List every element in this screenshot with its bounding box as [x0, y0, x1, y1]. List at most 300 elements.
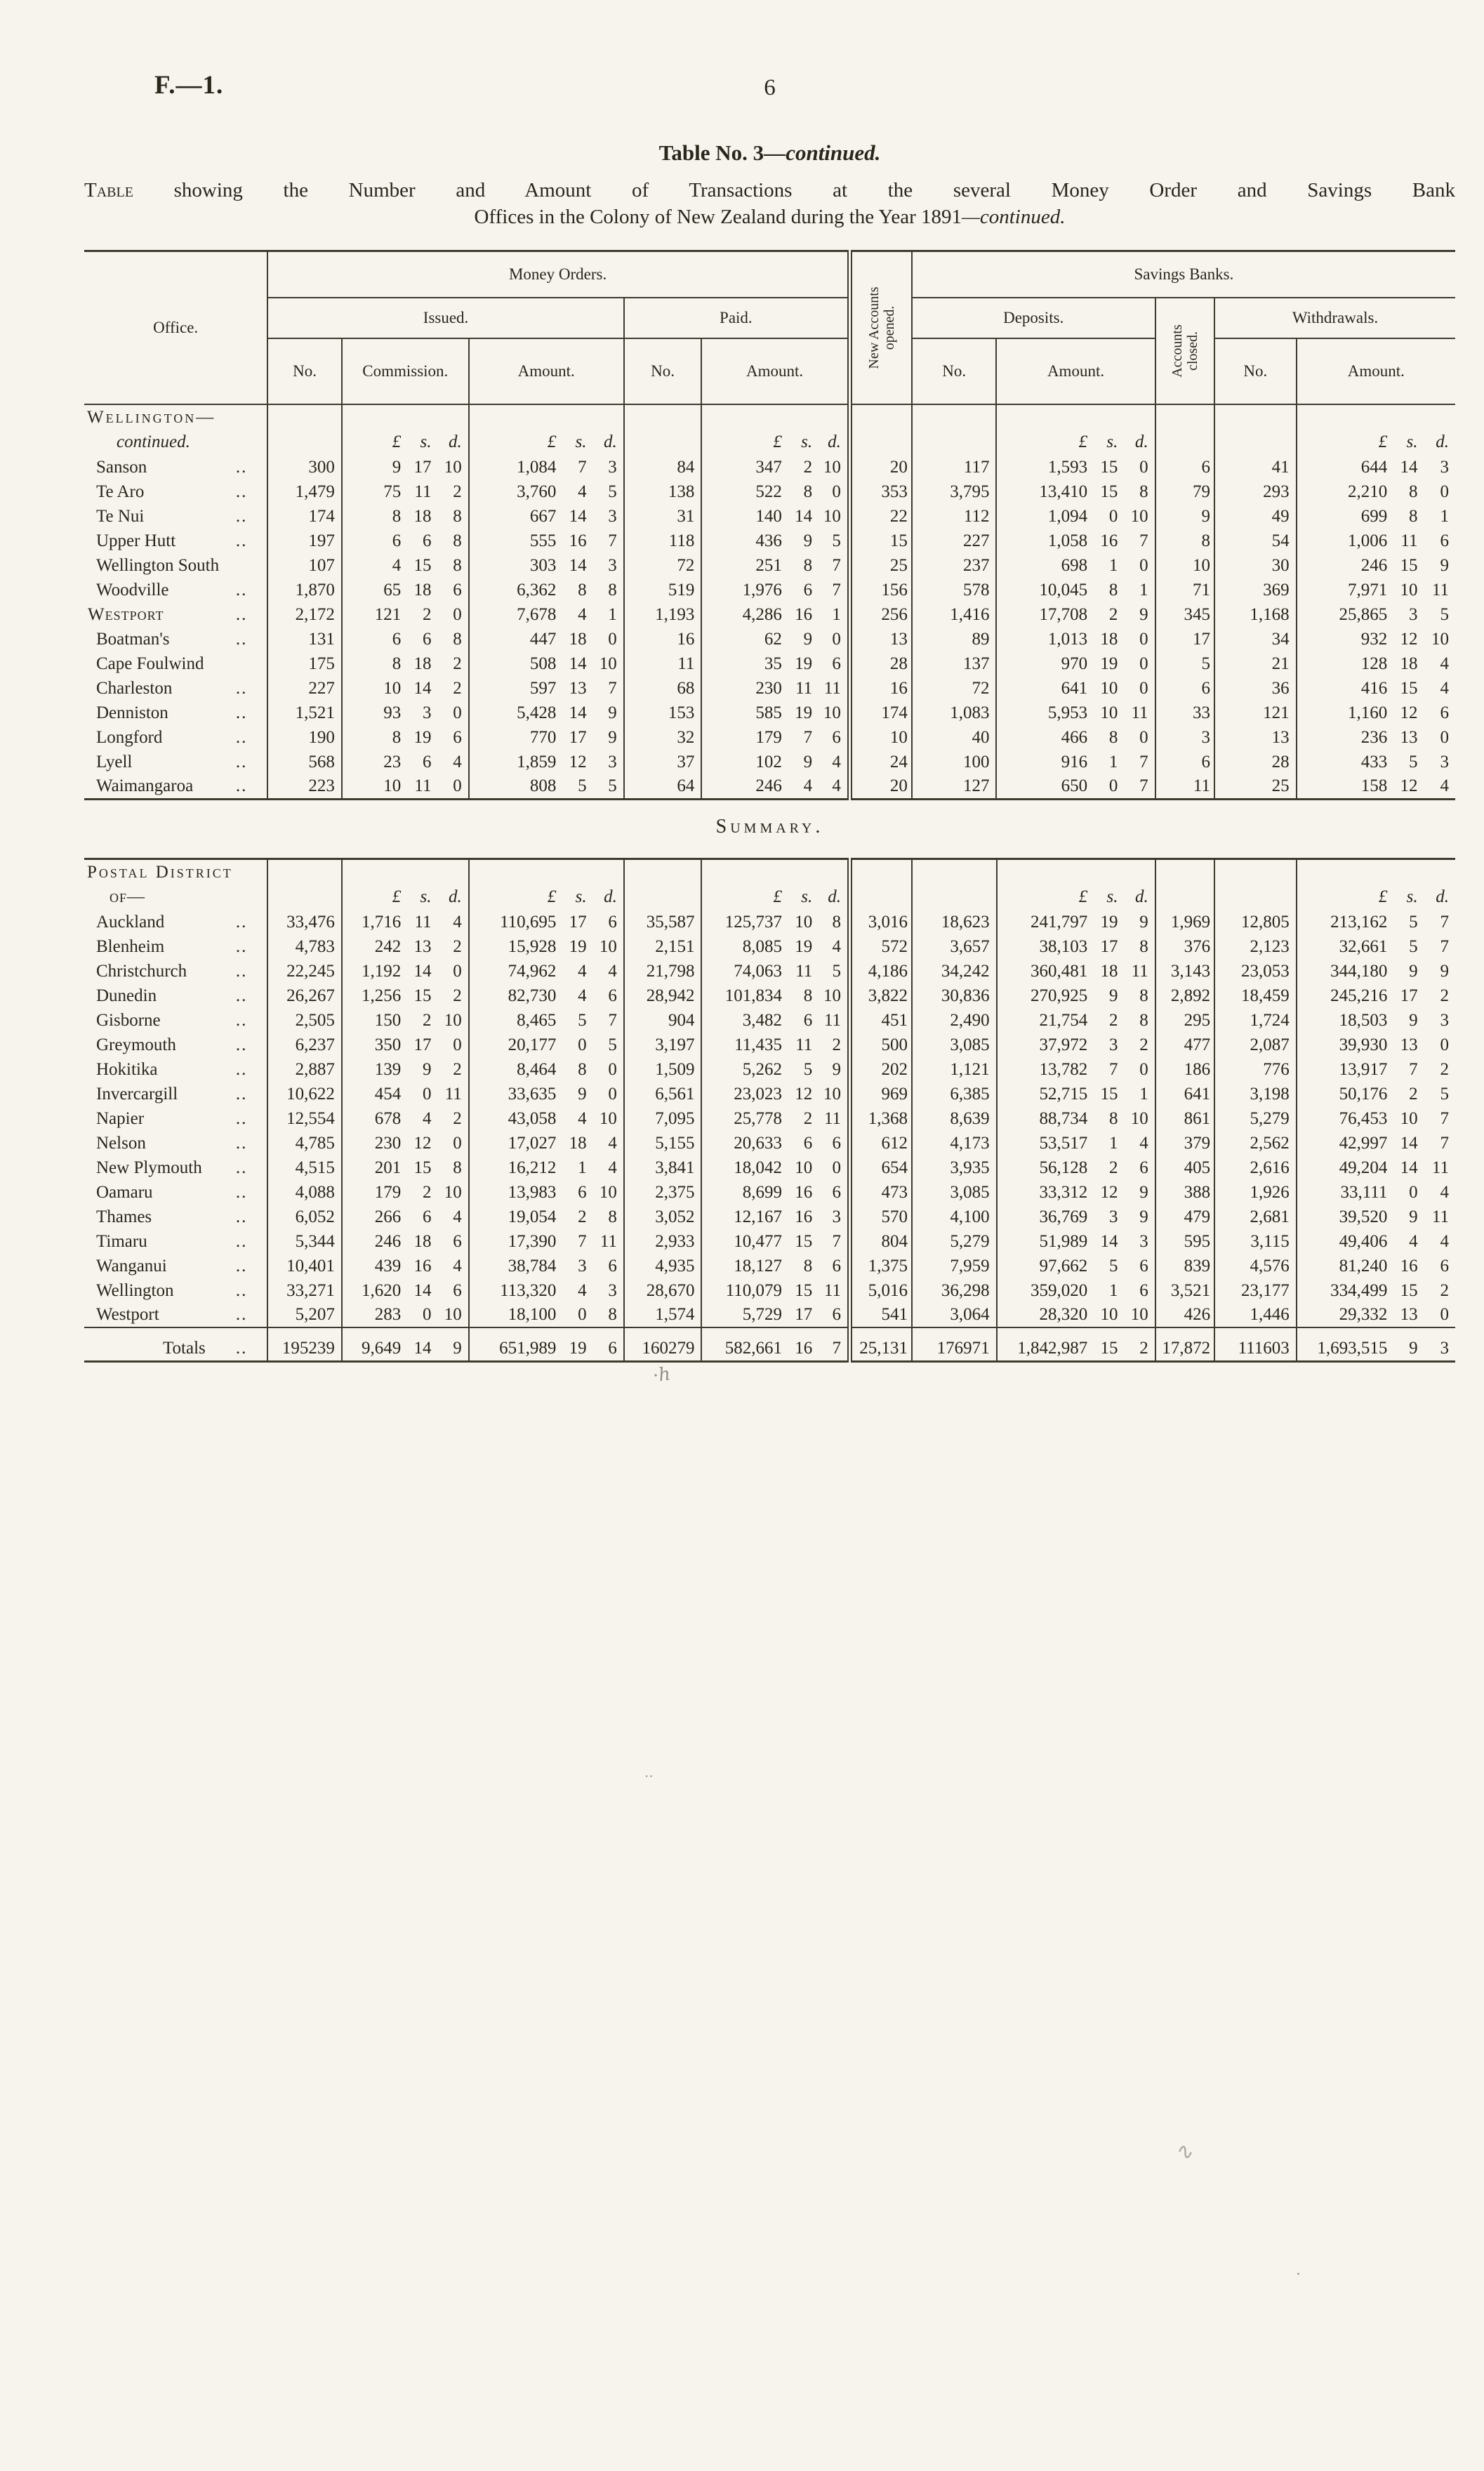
table-cell: 19	[1100, 654, 1118, 673]
table-cell: 241,797	[1030, 912, 1088, 932]
table-cell: 477	[1155, 1033, 1214, 1057]
subtitle-smallcaps-word: Table	[84, 179, 133, 201]
table-cell: 42,997	[1339, 1133, 1388, 1153]
table-cell: 1,375	[850, 1254, 912, 1278]
leader-dots: ..	[235, 776, 248, 795]
table-cell: 466	[1061, 727, 1088, 747]
table-cell: 2	[423, 1182, 432, 1202]
table-cell: 651,989	[469, 1327, 559, 1362]
table-cell: 7	[1440, 1133, 1449, 1153]
table-cell: 804	[850, 1229, 912, 1254]
col-header-new-accounts-opened	[849, 251, 911, 404]
col-header-paid-no: No.	[624, 338, 702, 404]
table-cell: 8	[578, 580, 587, 599]
table-cell: 213,162	[1330, 912, 1388, 932]
table-cell: 300	[267, 455, 342, 479]
table-cell: 376	[1155, 934, 1214, 959]
table-cell: 1,094	[1047, 506, 1088, 526]
table-cell: 158	[1360, 776, 1388, 795]
table-cell: 32,661	[1339, 936, 1388, 956]
table-cell: 6	[803, 1010, 813, 1030]
table-cell: 2	[1440, 1280, 1449, 1300]
table-cell: 10	[383, 678, 402, 698]
table-cell: 6	[1440, 531, 1449, 550]
table-cell: 28	[849, 651, 911, 676]
table-cell: 11	[414, 912, 432, 932]
table-cell: 18,459	[1214, 983, 1297, 1008]
table-title-continued: —continued.	[764, 140, 881, 165]
table-cell: 88,734	[1039, 1108, 1088, 1128]
table-cell: 1,479	[267, 479, 342, 504]
table-cell: 18	[1100, 629, 1118, 649]
table-cell: 7	[817, 1229, 849, 1254]
table-cell: 2,087	[1214, 1033, 1297, 1057]
table-cell: 19	[559, 1327, 591, 1362]
table-cell: 16	[569, 531, 587, 550]
office-name: Te Aro	[96, 482, 145, 501]
leader-dots: ..	[235, 752, 248, 771]
table-cell: 34,242	[912, 959, 997, 983]
table-cell: d.	[592, 859, 624, 910]
table-cell: 5	[817, 959, 849, 983]
table-cell: 1,859	[517, 752, 557, 771]
table-cell: 4,186	[850, 959, 912, 983]
table-cell: 40	[912, 725, 997, 750]
table-cell: 8	[1108, 1108, 1118, 1128]
table-cell: 4	[817, 750, 849, 774]
table-cell: 19	[795, 936, 813, 956]
office-name: Oamaru	[96, 1182, 153, 1202]
table-cell: 1,192	[362, 961, 402, 981]
table-cell: 1,160	[1347, 703, 1388, 722]
office-cell	[84, 701, 267, 725]
table-cell: 13	[1400, 1035, 1418, 1054]
table-cell: 110,695	[500, 912, 557, 932]
leader-dots: ..	[235, 912, 248, 932]
table-cell: 176971	[912, 1327, 997, 1362]
table-cell: 14	[1100, 1231, 1118, 1251]
table-cell: 1,521	[267, 701, 342, 725]
table-cell: 3	[1440, 1010, 1449, 1030]
table-cell: 12,805	[1214, 910, 1297, 934]
table-cell: 74,962	[508, 961, 557, 981]
table-cell: 37,972	[1039, 1035, 1088, 1054]
transactions-table	[84, 250, 1455, 800]
table-row	[84, 983, 1455, 1008]
table-cell	[912, 859, 997, 910]
table-cell: 1,593	[1047, 457, 1088, 477]
table-cell: 1,168	[1214, 602, 1297, 627]
table-cell: 597	[529, 678, 557, 698]
table-cell: 15,928	[508, 936, 557, 956]
table-cell: 570	[850, 1205, 912, 1229]
table-cell: 572	[850, 934, 912, 959]
office-name: Invercargill	[96, 1084, 178, 1104]
table-cell: 25	[1214, 774, 1297, 800]
table-cell: 2	[437, 983, 469, 1008]
table-cell: 4	[437, 1254, 469, 1278]
table-cell: 3,760	[517, 482, 557, 501]
table-cell: 246	[1360, 555, 1388, 575]
table-cell: 118	[624, 529, 702, 553]
table-cell: 16	[795, 1182, 813, 1202]
table-cell: d.	[817, 404, 849, 455]
table-cell: 23	[383, 752, 402, 771]
table-cell: 3	[592, 455, 624, 479]
leader-dots: ..	[235, 1207, 248, 1226]
table-cell: 861	[1155, 1106, 1214, 1131]
table-cell: 11,435	[734, 1035, 783, 1054]
table-cell: 4	[578, 604, 587, 624]
table-cell: 1,620	[362, 1280, 402, 1300]
table-cell: 36	[1214, 676, 1297, 701]
col-header-paid-amount: Amount.	[701, 338, 849, 404]
table-cell: 10	[437, 1180, 469, 1205]
office-name: Nelson	[96, 1133, 146, 1153]
table-cell: 8	[803, 986, 813, 1005]
office-cell	[84, 1106, 267, 1131]
table-cell: 3,115	[1214, 1229, 1297, 1254]
table-cell: £	[773, 432, 782, 451]
table-cell: 5,016	[850, 1278, 912, 1303]
table-row	[84, 602, 1455, 627]
table-cell: 578	[912, 578, 997, 602]
leader-dots: ..	[235, 727, 248, 747]
table-cell: 6	[803, 580, 813, 599]
table-cell: 1	[1108, 752, 1118, 771]
table-cell: 644	[1360, 457, 1388, 477]
office-cell	[84, 1205, 267, 1229]
table-cell: 13,410	[1039, 482, 1088, 501]
table-cell: 97,662	[1039, 1256, 1088, 1276]
table-cell: 379	[1155, 1131, 1214, 1155]
office-cell	[84, 1303, 267, 1327]
table-cell: 111603	[1214, 1327, 1297, 1362]
table-cell: 11	[1431, 1207, 1449, 1226]
table-row	[84, 676, 1455, 701]
table-cell: 5,729	[742, 1304, 783, 1324]
totals-label-cell	[84, 1327, 267, 1362]
office-name: Denniston	[96, 703, 168, 722]
table-cell: 6	[436, 578, 468, 602]
table-cell: 14	[413, 961, 432, 981]
table-cell: 3,521	[1155, 1278, 1214, 1303]
table-cell: 32	[624, 725, 702, 750]
table-cell: 15	[413, 986, 432, 1005]
table-cell: 295	[1155, 1008, 1214, 1033]
table-row	[84, 1229, 1455, 1254]
table-cell: 0	[817, 479, 849, 504]
table-cell: 26,267	[267, 983, 342, 1008]
table-cell: 84	[624, 455, 702, 479]
table-cell: 227	[912, 529, 997, 553]
table-cell: 0	[436, 774, 468, 800]
table-cell: 6	[422, 629, 432, 649]
table-subtitle-line1	[84, 177, 1455, 204]
table-cell: 19	[1100, 912, 1118, 932]
table-cell: 479	[1155, 1205, 1214, 1229]
table-cell: 345	[1155, 602, 1214, 627]
table-cell: 2	[1440, 1059, 1449, 1079]
table-cell: 33,312	[1039, 1182, 1088, 1202]
ink-speck: ·ℎ	[651, 1363, 672, 1387]
office-cell	[84, 479, 267, 504]
table-cell: 28,942	[624, 983, 702, 1008]
table-cell: 6	[437, 1278, 469, 1303]
table-cell: 25,865	[1339, 604, 1388, 624]
table-cell: 13	[1400, 727, 1418, 747]
table-cell: 3	[1423, 1327, 1455, 1362]
table-cell: 1,368	[850, 1106, 912, 1131]
ink-speck: ∿	[1174, 2138, 1197, 2166]
table-cell: 5	[592, 774, 624, 800]
table-cell: 16	[785, 1327, 817, 1362]
table-cell: 245,216	[1330, 986, 1388, 1005]
table-cell: 7,678	[517, 604, 557, 624]
table-cell: 8,085	[742, 936, 783, 956]
table-cell: 28,670	[624, 1278, 702, 1303]
table-cell: 5,279	[1214, 1106, 1297, 1131]
table-cell: 12	[1400, 629, 1418, 649]
table-cell: 969	[850, 1082, 912, 1106]
table-cell: £	[1078, 887, 1088, 906]
table-cell: 10	[849, 725, 911, 750]
table-cell: 9	[817, 1057, 849, 1082]
table-cell: 18	[413, 1231, 432, 1251]
col-group-money-orders: Money Orders.	[267, 251, 849, 298]
table-cell: 242	[374, 936, 402, 956]
leader-dots: ..	[235, 1084, 248, 1104]
table-cell: 0	[1122, 1057, 1155, 1082]
table-row	[84, 479, 1455, 504]
table-cell: 2	[1108, 1158, 1118, 1177]
table-cell: 0	[817, 627, 849, 651]
table-cell: 1,870	[267, 578, 342, 602]
table-cell: 2	[437, 934, 469, 959]
table-cell	[1155, 859, 1214, 910]
table-cell: 186	[1155, 1057, 1214, 1082]
table-cell: s.	[420, 432, 432, 451]
table-cell: 4	[423, 1108, 432, 1128]
office-name: Greymouth	[96, 1035, 176, 1054]
table-cell: 11	[1431, 580, 1449, 599]
table-cell	[849, 404, 911, 455]
leader-dots: ..	[235, 1231, 248, 1251]
table-cell: 5,155	[624, 1131, 702, 1155]
table-cell: 359,020	[1030, 1280, 1088, 1300]
table-cell: 17,708	[1039, 604, 1088, 624]
office-cell	[84, 651, 267, 676]
table-cell: 38,103	[1039, 936, 1088, 956]
office-cell	[84, 455, 267, 479]
table-cell: 39,930	[1339, 1035, 1388, 1054]
table-cell: 18,127	[734, 1256, 783, 1276]
office-cell	[84, 529, 267, 553]
office-cell	[84, 959, 267, 983]
table-cell: 13,917	[1339, 1059, 1388, 1079]
table-cell: 8	[803, 555, 813, 575]
table-cell: 8	[803, 482, 813, 501]
table-cell: 8	[592, 578, 624, 602]
table-cell: 138	[624, 479, 702, 504]
table-cell: 0	[578, 1035, 587, 1054]
table-cell: 20,633	[734, 1133, 783, 1153]
table-cell: 33,271	[267, 1278, 342, 1303]
table-cell: s.	[575, 432, 587, 451]
table-cell: 4	[437, 910, 469, 934]
table-cell: 23,177	[1214, 1278, 1297, 1303]
table-cell: 7	[1122, 750, 1155, 774]
table-cell: 650	[1061, 776, 1088, 795]
totals-label: Totals	[163, 1338, 206, 1358]
table-cell: 10	[437, 1008, 469, 1033]
summary-table	[84, 858, 1455, 1363]
table-cell: 56,128	[1039, 1158, 1088, 1177]
vertical-header-text: New Accounts opened.	[866, 286, 897, 369]
table-cell: 1,256	[362, 986, 402, 1005]
table-cell: 8	[817, 910, 849, 934]
table-cell: 16	[624, 627, 702, 651]
table-cell: 1,013	[1047, 629, 1088, 649]
table-cell: 2	[1108, 604, 1118, 624]
office-cell	[84, 1229, 267, 1254]
table-cell	[624, 404, 702, 455]
table-cell: 11	[817, 676, 849, 701]
table-cell: 0	[1122, 455, 1155, 479]
table-cell: 541	[850, 1303, 912, 1327]
table-cell: 10	[383, 776, 402, 795]
table-cell: 436	[755, 531, 782, 550]
table-row	[84, 934, 1455, 959]
table-cell: 43,058	[508, 1108, 557, 1128]
table-cell: 41	[1214, 455, 1297, 479]
table-cell: 10	[795, 1158, 813, 1177]
table-cell: 15	[849, 529, 911, 553]
table-cell: 808	[529, 776, 557, 795]
table-row	[84, 1008, 1455, 1033]
table-cell: 93	[383, 703, 402, 722]
table-cell	[850, 859, 912, 910]
table-cell: 10	[1155, 553, 1214, 578]
table-cell: 8	[436, 627, 468, 651]
table-cell: 451	[850, 1008, 912, 1033]
table-cell: 350	[374, 1035, 402, 1054]
table-cell: 15	[1100, 1084, 1118, 1104]
table-cell: 8,639	[912, 1106, 997, 1131]
document-reference: F.—1.	[154, 71, 224, 100]
table-cell: 51,989	[1039, 1231, 1088, 1251]
table-cell: 9	[1122, 1180, 1155, 1205]
table-cell: 3	[578, 1256, 587, 1276]
table-cell: 1,976	[742, 580, 782, 599]
table-cell: 21,798	[624, 959, 702, 983]
table-cell: 54	[1214, 529, 1297, 553]
table-cell: 9	[1409, 961, 1418, 981]
table-cell: 223	[267, 774, 342, 800]
table-cell: 2	[436, 651, 468, 676]
col-group-issued: Issued.	[267, 298, 623, 338]
table-row	[84, 701, 1455, 725]
table-cell: 10	[1400, 1108, 1418, 1128]
table-cell: 4	[436, 750, 468, 774]
table-cell: 35	[764, 654, 782, 673]
table-cell: 916	[1061, 752, 1088, 771]
office-name: Te Nui	[96, 506, 145, 526]
table-cell: 4,576	[1214, 1254, 1297, 1278]
table-cell: 33	[1155, 701, 1214, 725]
table-cell: 10	[1100, 678, 1118, 698]
table-cell: 522	[755, 482, 782, 501]
office-cell	[84, 1033, 267, 1057]
table-cell: 2,375	[624, 1180, 702, 1205]
col-group-withdrawals: Withdrawals.	[1214, 298, 1455, 338]
table-cell: 15	[413, 1158, 432, 1177]
table-cell: 31	[624, 504, 702, 529]
leader-dots: ..	[235, 1133, 248, 1153]
table-cell: 8,465	[517, 1010, 557, 1030]
table-cell: 369	[1214, 578, 1297, 602]
table-cell: 153	[624, 701, 702, 725]
table-cell: 6	[592, 1254, 624, 1278]
table-cell: 12	[569, 752, 587, 771]
table-row	[84, 1205, 1455, 1229]
office-cell	[84, 1131, 267, 1155]
table-cell: 0	[592, 1082, 624, 1106]
table-cell: 9	[1390, 1327, 1422, 1362]
table-cell: 7	[817, 578, 849, 602]
table-cell: 256	[849, 602, 911, 627]
table-cell: 17	[413, 457, 432, 477]
table-cell: 1	[1108, 1280, 1118, 1300]
table-cell: 25,778	[734, 1108, 783, 1128]
table-cell: 8	[592, 1205, 624, 1229]
table-cell: 49,204	[1339, 1158, 1388, 1177]
leader-dots: ..	[235, 1182, 248, 1202]
office-cell	[84, 1057, 267, 1082]
table-cell: 4,100	[912, 1205, 997, 1229]
table-cell: 25,131	[850, 1327, 912, 1362]
table-cell: 10	[817, 983, 849, 1008]
table-cell: 1,969	[1155, 910, 1214, 934]
table-cell: 30	[1214, 553, 1297, 578]
table-cell: 1,926	[1214, 1180, 1297, 1205]
table-cell: 3	[592, 1278, 624, 1303]
table-cell: 13	[569, 678, 587, 698]
table-cell: 6	[436, 725, 468, 750]
table-cell: 283	[374, 1304, 402, 1324]
table-cell	[267, 404, 342, 455]
office-name: Waimangaroa	[96, 776, 194, 795]
table-cell: 2,490	[912, 1008, 997, 1033]
table-cell: 1,084	[517, 457, 557, 477]
table-cell: 5	[817, 529, 849, 553]
office-cell	[84, 504, 267, 529]
table-cell: 5	[592, 1033, 624, 1057]
table-cell: 12	[795, 1084, 813, 1104]
table-cell: £	[1078, 432, 1088, 451]
table-cell: 9	[1155, 504, 1214, 529]
table-cell: 839	[1155, 1254, 1214, 1278]
table-cell: 416	[1360, 678, 1388, 698]
table-cell: 3,197	[624, 1033, 702, 1057]
table-cell: 36,298	[912, 1278, 997, 1303]
table-cell: 11	[817, 1278, 849, 1303]
table-cell: 8	[392, 654, 402, 673]
table-cell: 251	[755, 555, 782, 575]
table-cell: 10	[795, 912, 813, 932]
table-cell: 4	[392, 555, 402, 575]
table-cell: 433	[1360, 752, 1388, 771]
